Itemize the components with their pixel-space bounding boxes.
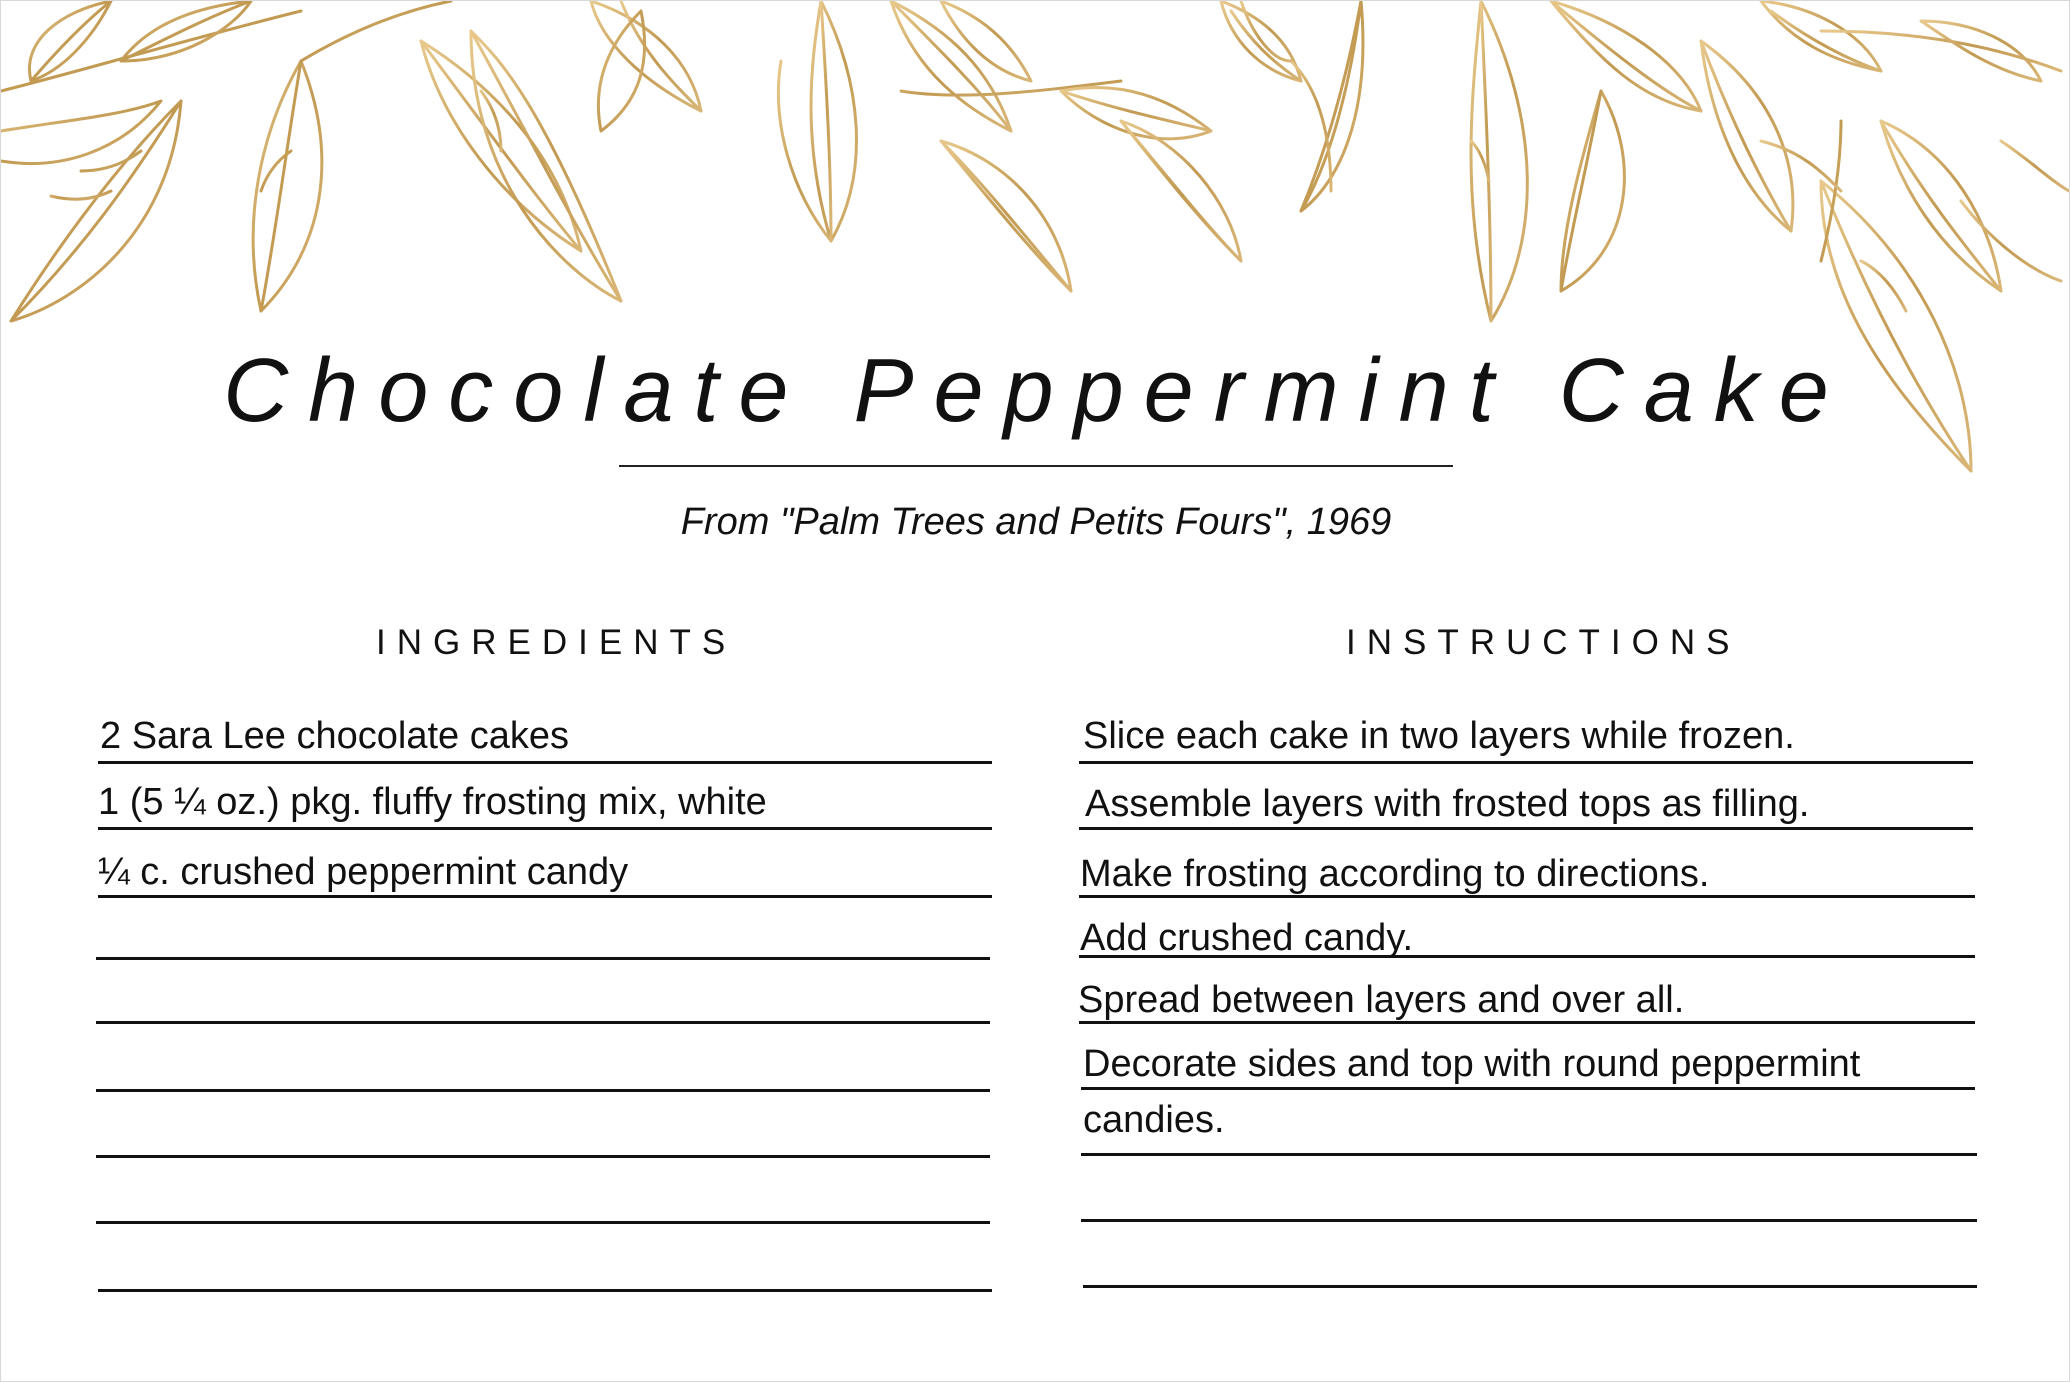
ingredient-line — [96, 1221, 990, 1224]
ingredient-line — [98, 761, 992, 764]
instructions-heading: INSTRUCTIONS — [1346, 623, 1741, 662]
instruction-line — [1081, 1087, 1975, 1090]
ingredient-line — [96, 957, 990, 960]
instruction-line — [1081, 1153, 1977, 1156]
instruction-line — [1079, 895, 1975, 898]
ingredient-line — [98, 1289, 992, 1292]
recipe-title: Chocolate Peppermint Cake — [223, 341, 1849, 441]
ingredients-heading: INGREDIENTS — [376, 623, 737, 662]
ingredient-line — [98, 827, 992, 830]
instruction-line — [1079, 955, 1975, 958]
instruction-line — [1079, 1021, 1975, 1024]
ingredient-item: 1 (5 ¼ oz.) pkg. fluffy frosting mix, white — [98, 781, 767, 823]
ingredient-line — [96, 1021, 990, 1024]
recipe-source: From "Palm Trees and Petits Fours", 1969 — [680, 501, 1392, 543]
instruction-step: Slice each cake in two layers while frozen. — [1083, 715, 1795, 757]
title-divider — [619, 465, 1453, 467]
instruction-step: Add crushed candy. — [1080, 917, 1414, 959]
instruction-step: Decorate sides and top with round peppermint — [1083, 1043, 1861, 1085]
instruction-line — [1081, 1219, 1977, 1222]
instruction-step: Assemble layers with frosted tops as filling. — [1085, 783, 1810, 825]
ingredient-item: 2 Sara Lee chocolate cakes — [100, 715, 569, 757]
instruction-step: candies. — [1083, 1099, 1225, 1141]
instruction-line — [1083, 1285, 1977, 1288]
instruction-line — [1079, 827, 1973, 830]
ingredient-item: ¼ c. crushed peppermint candy — [98, 851, 629, 893]
ingredient-line — [98, 895, 992, 898]
instruction-line — [1079, 761, 1973, 764]
ingredient-line — [96, 1089, 990, 1092]
instruction-step: Make frosting according to directions. — [1080, 853, 1710, 895]
ingredient-line — [96, 1155, 990, 1158]
instruction-step: Spread between layers and over all. — [1078, 979, 1685, 1021]
